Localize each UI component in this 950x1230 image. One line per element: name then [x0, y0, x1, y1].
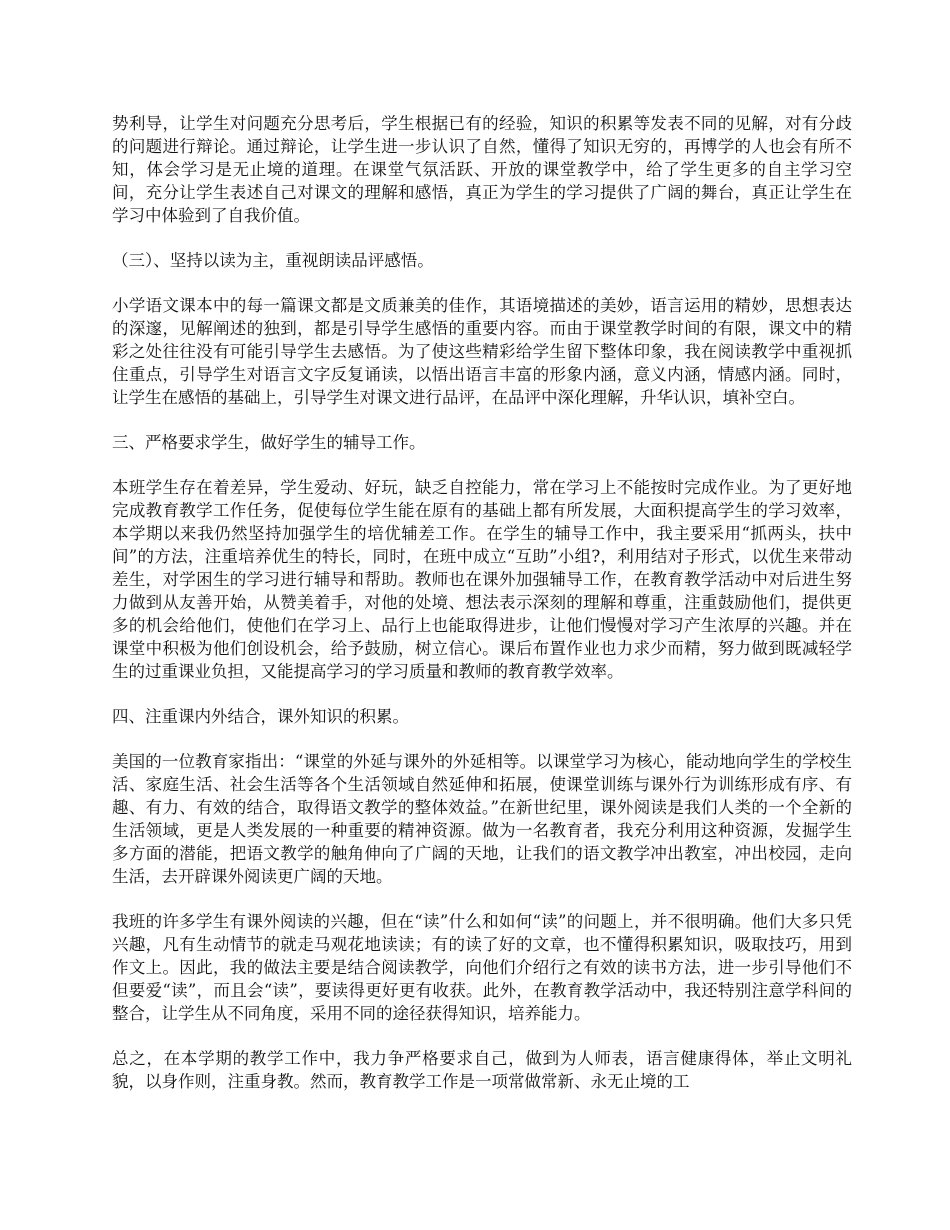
paragraph-summary: 总之，在本学期的教学工作中，我力争严格要求自己，做到为人师表，语言健康得体，举止文明礼貌，以身作则，注重身教。然而，教育教学工作是一项常做常新、永无止境的工 [112, 1049, 852, 1091]
paragraph-tutoring: 本班学生存在着差异，学生爱动、好玩，缺乏自控能力，常在学习上不能按时完成作业。为了更好地完成教育教学工作任务，促使每位学生能在原有的基础上都有所发展，大面积提高学生的学习效率，本学期以来我仍然坚持加强学生的培优辅差工作。在学生的辅导工作中，我主要采用“抓两头，扶中间”的方法，注重培养优生的特长，同时，在班中成立“互助”小组?，利用结对子形式，以优生来带动差生，对学困生的学习进行辅导和帮助。教师也在课外加强辅导工作，在教育教学活动中对后进生努力做到从友善开始，从赞美着手，对他的处境、想法表示深刻的理解和尊重，注重鼓励他们，提供更多的机会给他们，使他们在学习上、品行上也能取得进步，让他们慢慢对学习产生浓厚的兴趣。并在课堂中积极为他们创设机会，给予鼓励，树立信心。课后布置作业也力求少而精，努力做到既减轻学生的过重课业负担，又能提高学习的学习质量和教师的教育教学效率。 [112, 478, 852, 681]
section-heading-tutoring: 三、严格要求学生，做好学生的辅导工作。 [112, 433, 426, 452]
paragraph-extracurricular: 美国的一位教育家指出：“课堂的外延与课外的外延相等。以课堂学习为核心，能动地向学生的学校生活、家庭生活、社会生活等各个生活领域自然延伸和拓展，使课堂训练与课外行为训练形成有序、有趣、有力、有效的结合，取得语文教学的整体效益。”在新世纪里，课外阅读是我们人类的一个全新的生活领域，更是人类发展的一种重要的精神资源。做为一名教育者，我充分利用这种资源，发掘学生多方面的潜能，把语文教学的触角伸向了广阔的天地，让我们的语文教学冲出教室，冲出校园，走向生活，去开辟课外阅读更广阔的天地。 [112, 752, 852, 886]
document-body [112, 112, 852, 1115]
section-heading-reading: （三）、坚持以读为主，重视朗读品评感悟。 [112, 251, 434, 270]
section-heading-extracurricular: 四、注重课内外结合，课外知识的积累。 [112, 707, 409, 726]
paragraph-reading: 小学语文课本中的每一篇课文都是文质兼美的佳作，其语境描述的美妙，语言运用的精妙，思想表达的深邃，见解阐述的独到，都是引导学生感悟的重要内容。而由于课堂教学时间的有限，课文中的精彩之处往往没有可能引导学生去感悟。为了使这些精彩给学生留下整体印象，我在阅读教学中重视抓住重点，引导学生对语言文字反复诵读，以悟出语言丰富的形象内涵，意义内涵，情感内涵。同时，让学生在感悟的基础上，引导学生对课文进行品评，在品评中深化理解，升华认识，填补空白。 [112, 296, 852, 407]
paragraph-continuation: 势利导，让学生对问题充分思考后，学生根据已有的经验，知识的积累等发表不同的见解，对有分歧的问题进行辩论。通过辩论，让学生进一步认识了自然，懂得了知识无穷的，再博学的人也会有所不知，体会学习是无止境的道理。在课堂气氛活跃、开放的课堂教学中，给了学生更多的自主学习空间，充分让学生表述自己对课文的理解和感悟，真正为学生的学习提供了广阔的舞台，真正让学生在学习中体验到了自我价值。 [112, 114, 852, 225]
paragraph-reading-interest: 我班的许多学生有课外阅读的兴趣，但在“读”什么和如何“读”的问题上，并不很明确。他们大多只凭兴趣，凡有生动情节的就走马观花地读读；有的读了好的文章，也不懂得积累知识，吸取技巧，用到作文上。因此，我的做法主要是结合阅读教学，向他们介绍行之有效的读书方法，进一步引导他们不但要爱“读”，而且会“读”，要读得更好更有收获。此外，在教育教学活动中，我还特别注意学科间的整合，让学生从不同角度，采用不同的途径获得知识，培养能力。 [112, 912, 852, 1023]
